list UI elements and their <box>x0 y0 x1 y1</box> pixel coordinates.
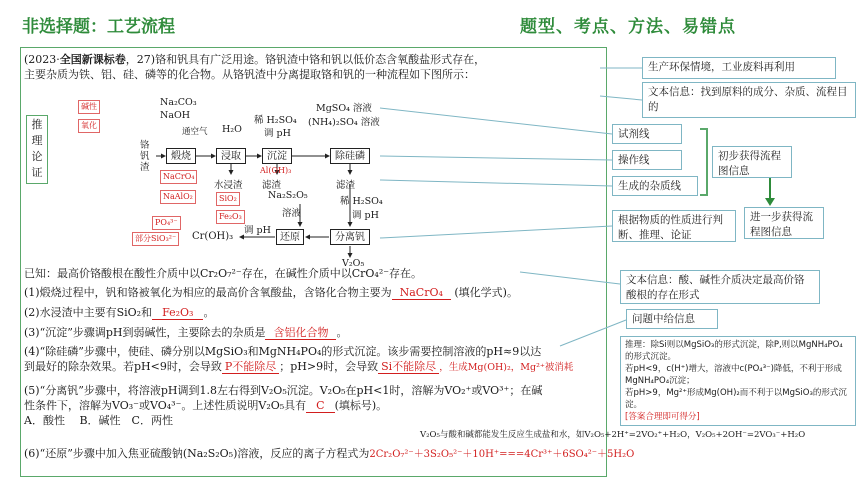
flow-red-label: NaCrO₄ <box>160 170 197 184</box>
answer-2: Fe₂O₃ <box>152 306 203 320</box>
flow-red-label: 部分SiO₃²⁻ <box>132 232 179 246</box>
flow-red-label: Al(OH)₃ <box>260 166 292 175</box>
question-5: (5)“分离钒”步骤中，将溶液pH调到1.8左右得到V₂O₅沉淀。V₂O₅在pH<1时，溶解为VO₂⁺或VO³⁺；在碱 性条件下，溶解为VO₃⁻或VO₄³⁻。上述性质说明V₂O₅具有 C (填标号)。 A．酸性 B．碱性 C．两性 <box>24 384 543 427</box>
answer-1: NaCrO₄ <box>392 286 451 300</box>
header-left-title: 非选择题：工艺流程 <box>22 17 175 37</box>
callout-reagent-line: 试剂线 <box>612 124 682 144</box>
answer-4b: Si不能除尽 <box>378 360 439 374</box>
answer-4a: P不能除尽 <box>222 360 279 374</box>
question-2: (2)水浸渣中主要有SiO₂和 Fe₂O₃ 。 <box>24 306 215 319</box>
question-3: (3)“沉淀”步骤调pH到弱碱性，主要除去的杂质是 含铝化合物 。 <box>24 326 348 339</box>
flow-red-label: PO₄³⁻ <box>152 216 181 230</box>
callout-acid-base: 文本信息：酸、碱性介质决定最高价铬酸根的存在形式 <box>620 270 820 304</box>
question-1: (1)煅烧过程中，钒和铬被氧化为相应的最高价含氧酸盐，含铬化合物主要为 NaCrO₄ (填化学式)。 <box>24 286 518 299</box>
callout-impurity-line: 生成的杂质线 <box>612 176 698 196</box>
product-cr-oh3: Cr(OH)₃ <box>192 231 234 242</box>
reagent-label: 调 pH <box>352 210 379 221</box>
reagent-label: 调 pH <box>244 225 271 236</box>
node-precipitate: 沉淀 <box>262 148 292 164</box>
reagent-label: 溶液 <box>282 208 302 219</box>
callout-text-info: 文本信息：找到原料的成分、杂质、流程目的 <box>642 82 856 118</box>
callout-context: 生产环保情境，工业废料再利用 <box>642 57 836 79</box>
callout-operation-line: 操作线 <box>612 150 682 170</box>
side-label-reasoning: 推理论证 <box>26 115 48 184</box>
reagent-label: 稀 H₂SO₄ <box>340 196 383 207</box>
node-reduce: 还原 <box>276 229 304 245</box>
question-4: (4)“除硅磷”步骤中，使硅、磷分别以MgSiO₃和MgNH₄PO₄的形式沉淀。该步需要控制溶液的pH≈9以达 到最好的除杂效果。若pH<9时，会导致 P不能除尽 ；pH>9时，会导致 Si不能除尽 ，生成Mg(OH)₂，Mg²⁺被消耗 <box>24 345 574 373</box>
answer-3: 含铝化合物 <box>265 326 336 340</box>
reagent-label: 调 pH <box>264 128 291 139</box>
flow-red-label: SiO₂ <box>216 192 240 206</box>
answer-6: 2Cr₂O₇²⁻＋3S₂O₅²⁻＋10H⁺===4Cr³⁺＋6SO₄²⁻＋5H₂O <box>369 449 635 460</box>
node-start: 铬钒渣 <box>140 140 150 173</box>
reasoning-note: 推理：除Si则以MgSiO₃的形式沉淀，除P,则以MgNH₄PO₄的形式沉淀。 若pH<9，c(H⁺)增大，溶液中c(PO₄³⁻)降低，不利于形成MgNH₄PO₄沉淀； 若pH>9，Mg²⁺形成Mg(OH)₂而不利于以MgSiO₃的形式沉淀。 [答案合理即可得分] <box>620 336 856 426</box>
intro-paragraph: (2023·全国新课标卷，27)铬和钒具有广泛用途。铬钒渣中铬和钒以低价态含氧酸盐形式存在， 主要杂质为铁、铝、硅、磷等的化合物。从铬钒渣中分离提取铬和钒的一种流程如下图所示： <box>24 53 486 81</box>
answer-5-explanation: V₂O₅与酸和碱都能发生反应生成盐和水，如V₂O₅+2H⁺=2VO₂⁺+H₂O，V₂O₅+2OH⁻=2VO₃⁻+H₂O <box>420 430 806 440</box>
reagent-label: MgSO₄ 溶液 <box>316 103 372 114</box>
reagent-label: Na₂CO₃ <box>160 97 197 108</box>
answer-4-note: ，生成Mg(OH)₂，Mg²⁺被消耗 <box>439 362 574 373</box>
callout-question-info: 问题中给信息 <box>626 309 718 329</box>
reagent-label: H₂O <box>222 124 242 135</box>
reagent-label: 通空气 <box>182 127 208 137</box>
callout-reasoning: 根据物质的性质进行判断、推理、论证 <box>612 210 736 242</box>
residue-label: 水浸渣 <box>214 180 243 191</box>
answer-5: C <box>306 399 334 413</box>
reagent-label: (NH₄)₂SO₄ 溶液 <box>308 117 380 128</box>
flow-red-label: 碱性 <box>78 100 100 114</box>
reagent-label: Na₂S₂O₅ <box>268 190 308 201</box>
node-roast: 煅烧 <box>166 148 196 164</box>
node-leach: 浸取 <box>216 148 246 164</box>
flow-red-label: 氧化 <box>78 119 100 133</box>
flow-red-label: Fe₂O₃ <box>216 210 245 224</box>
callout-further-info: 进一步获得流程图信息 <box>744 207 824 239</box>
node-remove-si-p: 除硅磷 <box>330 148 370 164</box>
callout-initial-info: 初步获得流程图信息 <box>712 146 792 178</box>
reagent-label: NaOH <box>160 110 191 121</box>
residue-label: 滤渣 <box>336 180 356 191</box>
flow-red-label: NaAlO₂ <box>160 190 196 204</box>
product-v2o5: V₂O₅ <box>342 258 365 269</box>
header-right-title: 题型、考点、方法、易错点 <box>520 17 736 37</box>
reagent-label: 稀 H₂SO₄ <box>254 115 297 126</box>
residue-label: 滤渣 <box>262 180 282 191</box>
node-separate-v: 分离钒 <box>330 229 370 245</box>
question-6: (6)“还原”步骤中加入焦亚硫酸钠(Na₂S₂O₅)溶液，反应的离子方程式为2Cr₂O₇²⁻＋3S₂O₅²⁻＋10H⁺===4Cr³⁺＋6SO₄²⁻＋5H₂O <box>24 447 635 460</box>
known-info: 已知：最高价铬酸根在酸性介质中以Cr₂O₇²⁻存在，在碱性介质中以CrO₄²⁻存在。 <box>24 267 423 280</box>
